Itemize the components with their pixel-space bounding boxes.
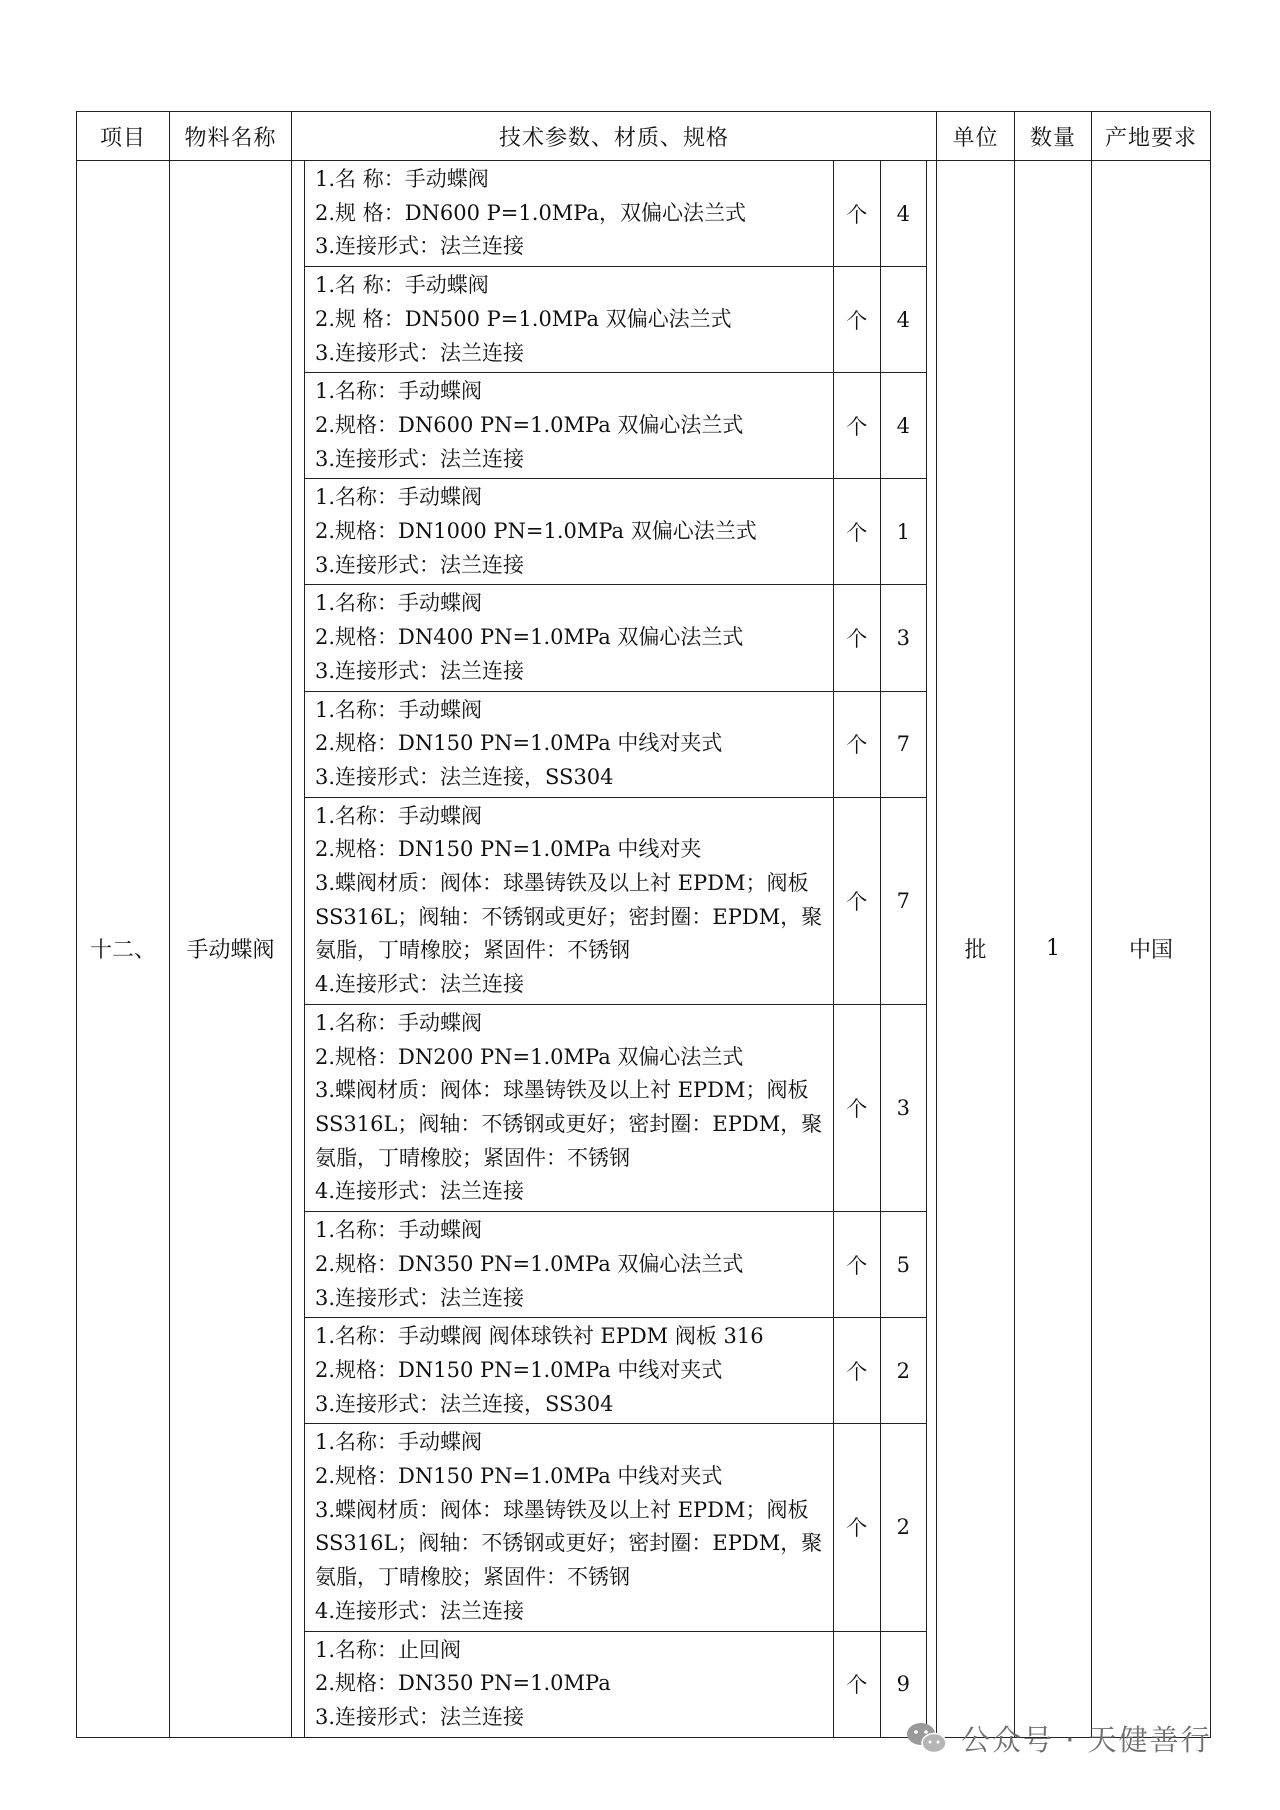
spec-line: 1.名称：手动蝶阀 — [315, 1430, 483, 1455]
origin-value: 中国 — [1092, 161, 1211, 1738]
spec-description — [305, 1004, 833, 1211]
spec-qty: 1 — [880, 479, 926, 585]
material-name: 手动蝶阀 — [170, 161, 292, 1738]
spec-qty: 3 — [880, 1004, 926, 1211]
spec-description — [305, 1212, 833, 1318]
spec-line: 1.名 称：手动蝶阀 — [315, 273, 489, 298]
spec-line: 2.规格：DN150 PN=1.0MPa 中线对夹式 — [315, 1357, 723, 1382]
spec-line: 3.蝶阀材质：阀体：球墨铸铁及以上衬 EPDM；阀板 — [315, 1078, 809, 1103]
spec-line: 3.蝶阀材质：阀体：球墨铸铁及以上衬 EPDM；阀板 — [315, 1497, 809, 1522]
spec-line: 氨脂，丁晴橡胶；紧固件：不锈钢 — [315, 1145, 630, 1170]
spec-line: 1.名 称：手动蝶阀 — [315, 167, 489, 191]
spec-qty: 4 — [880, 373, 926, 479]
spec-unit: 个 — [833, 267, 880, 373]
spec-description — [305, 1318, 833, 1424]
spec-line: 2.规 格：DN500 P=1.0MPa 双偏心法兰式 — [315, 306, 732, 331]
spec-qty: 7 — [880, 797, 926, 1004]
spec-table — [305, 161, 926, 1737]
spec-row — [305, 691, 926, 797]
spec-line: SS316L；阀轴：不锈钢或更好；密封圈：EPDM，聚 — [315, 1111, 823, 1136]
header-qty: 数量 — [1015, 112, 1092, 161]
spec-line: 4.连接形式：法兰连接 — [315, 972, 525, 997]
spec-line: 3.连接形式：法兰连接 — [315, 1704, 525, 1729]
spec-line: 1.名称：手动蝶阀 — [315, 1218, 483, 1243]
spec-line: 3.连接形式：法兰连接 — [315, 234, 525, 259]
spec-row — [305, 585, 926, 691]
spec-unit: 个 — [833, 1631, 880, 1737]
spec-unit: 个 — [833, 161, 880, 267]
spec-unit: 个 — [833, 1212, 880, 1318]
spec-unit: 个 — [833, 691, 880, 797]
spec-row — [305, 797, 926, 1004]
watermark — [905, 1718, 1212, 1758]
spec-line: 3.连接形式：法兰连接 — [315, 446, 525, 471]
header-item: 项目 — [77, 112, 170, 161]
spec-qty: 4 — [880, 161, 926, 267]
spec-line: 4.连接形式：法兰连接 — [315, 1179, 525, 1204]
spec-unit: 个 — [833, 1004, 880, 1211]
spec-row — [305, 161, 926, 267]
spec-qty: 9 — [880, 1631, 926, 1737]
spec-line: SS316L；阀轴：不锈钢或更好；密封圈：EPDM，聚 — [315, 904, 823, 929]
header-material: 物料名称 — [170, 112, 292, 161]
spec-description — [305, 585, 833, 691]
spec-qty: 7 — [880, 691, 926, 797]
spec-line: 4.连接形式：法兰连接 — [315, 1598, 525, 1623]
spec-qty: 4 — [880, 267, 926, 373]
spec-description — [305, 1631, 833, 1737]
spec-unit: 个 — [833, 479, 880, 585]
header-row — [77, 112, 1211, 161]
spec-line: 2.规格：DN350 PN=1.0MPa — [315, 1671, 611, 1696]
spec-unit: 个 — [833, 373, 880, 479]
document-page — [76, 111, 1210, 1738]
spec-line: 2.规格：DN600 PN=1.0MPa 双偏心法兰式 — [315, 412, 744, 437]
spec-line: 2.规格：DN400 PN=1.0MPa 双偏心法兰式 — [315, 625, 744, 650]
header-unit: 单位 — [937, 112, 1015, 161]
spec-line: 3.连接形式：法兰连接 — [315, 1285, 525, 1310]
spec-line: 2.规 格：DN600 P=1.0MPa，双偏心法兰式 — [315, 200, 747, 225]
spec-line: 1.名称：手动蝶阀 — [315, 697, 483, 722]
spec-row — [305, 267, 926, 373]
spec-description — [305, 1424, 833, 1631]
unit-value: 批 — [937, 161, 1015, 1738]
spec-description — [305, 691, 833, 797]
spec-qty: 5 — [880, 1212, 926, 1318]
spec-line: 2.规格：DN150 PN=1.0MPa 中线对夹 — [315, 837, 702, 862]
spec-description — [305, 161, 833, 267]
spec-line: 3.连接形式：法兰连接，SS304 — [315, 764, 614, 789]
spec-row — [305, 1318, 926, 1424]
spec-description — [305, 267, 833, 373]
spec-row — [305, 373, 926, 479]
spec-line: 2.规格：DN1000 PN=1.0MPa 双偏心法兰式 — [315, 519, 757, 544]
spec-line: 3.蝶阀材质：阀体：球墨铸铁及以上衬 EPDM；阀板 — [315, 871, 809, 896]
spec-line: 2.规格：DN150 PN=1.0MPa 中线对夹式 — [315, 731, 723, 756]
spec-line: 2.规格：DN350 PN=1.0MPa 双偏心法兰式 — [315, 1251, 744, 1276]
header-spec: 技术参数、材质、规格 — [292, 112, 937, 161]
spec-line: 3.连接形式：法兰连接 — [315, 340, 525, 365]
spec-row — [305, 1424, 926, 1631]
spec-line: 1.名称：止回阀 — [315, 1637, 462, 1662]
spec-line: 1.名称：手动蝶阀 — [315, 485, 483, 510]
watermark-text: 公众号 · 天健善行 — [961, 1722, 1212, 1757]
spec-row — [305, 479, 926, 585]
spec-line: 1.名称：手动蝶阀 阀体球铁衬 EPDM 阀板 316 — [315, 1324, 764, 1349]
header-origin: 产地要求 — [1092, 112, 1211, 161]
spec-qty: 3 — [880, 585, 926, 691]
spec-line: 1.名称：手动蝶阀 — [315, 591, 483, 616]
spec-line: 1.名称：手动蝶阀 — [315, 379, 483, 404]
item-number: 十二、 — [77, 161, 170, 1738]
spec-unit: 个 — [833, 797, 880, 1004]
spec-row — [305, 1004, 926, 1211]
spec-description — [305, 797, 833, 1004]
spec-unit: 个 — [833, 585, 880, 691]
spec-line: 3.连接形式：法兰连接 — [315, 658, 525, 683]
procurement-table — [76, 111, 1211, 1738]
item-row — [77, 161, 1211, 1738]
wechat-icon — [905, 1720, 949, 1756]
spec-line: 2.规格：DN150 PN=1.0MPa 中线对夹式 — [315, 1464, 723, 1489]
spec-line: 2.规格：DN200 PN=1.0MPa 双偏心法兰式 — [315, 1044, 744, 1069]
spec-description — [305, 373, 833, 479]
spec-row — [305, 1212, 926, 1318]
spec-cell — [292, 161, 937, 1738]
spec-line: 氨脂，丁晴橡胶；紧固件：不锈钢 — [315, 1565, 630, 1590]
spec-line: SS316L；阀轴：不锈钢或更好；密封圈：EPDM，聚 — [315, 1531, 823, 1556]
spec-line: 1.名称：手动蝶阀 — [315, 803, 483, 828]
spec-row — [305, 1631, 926, 1737]
spec-description — [305, 479, 833, 585]
spec-qty: 2 — [880, 1424, 926, 1631]
qty-value: 1 — [1015, 161, 1092, 1738]
spec-line: 3.连接形式：法兰连接，SS304 — [315, 1391, 614, 1416]
spec-line: 氨脂，丁晴橡胶；紧固件：不锈钢 — [315, 938, 630, 963]
spec-line: 1.名称：手动蝶阀 — [315, 1010, 483, 1035]
spec-unit: 个 — [833, 1318, 880, 1424]
spec-qty: 2 — [880, 1318, 926, 1424]
spec-unit: 个 — [833, 1424, 880, 1631]
spec-line: 3.连接形式：法兰连接 — [315, 552, 525, 577]
